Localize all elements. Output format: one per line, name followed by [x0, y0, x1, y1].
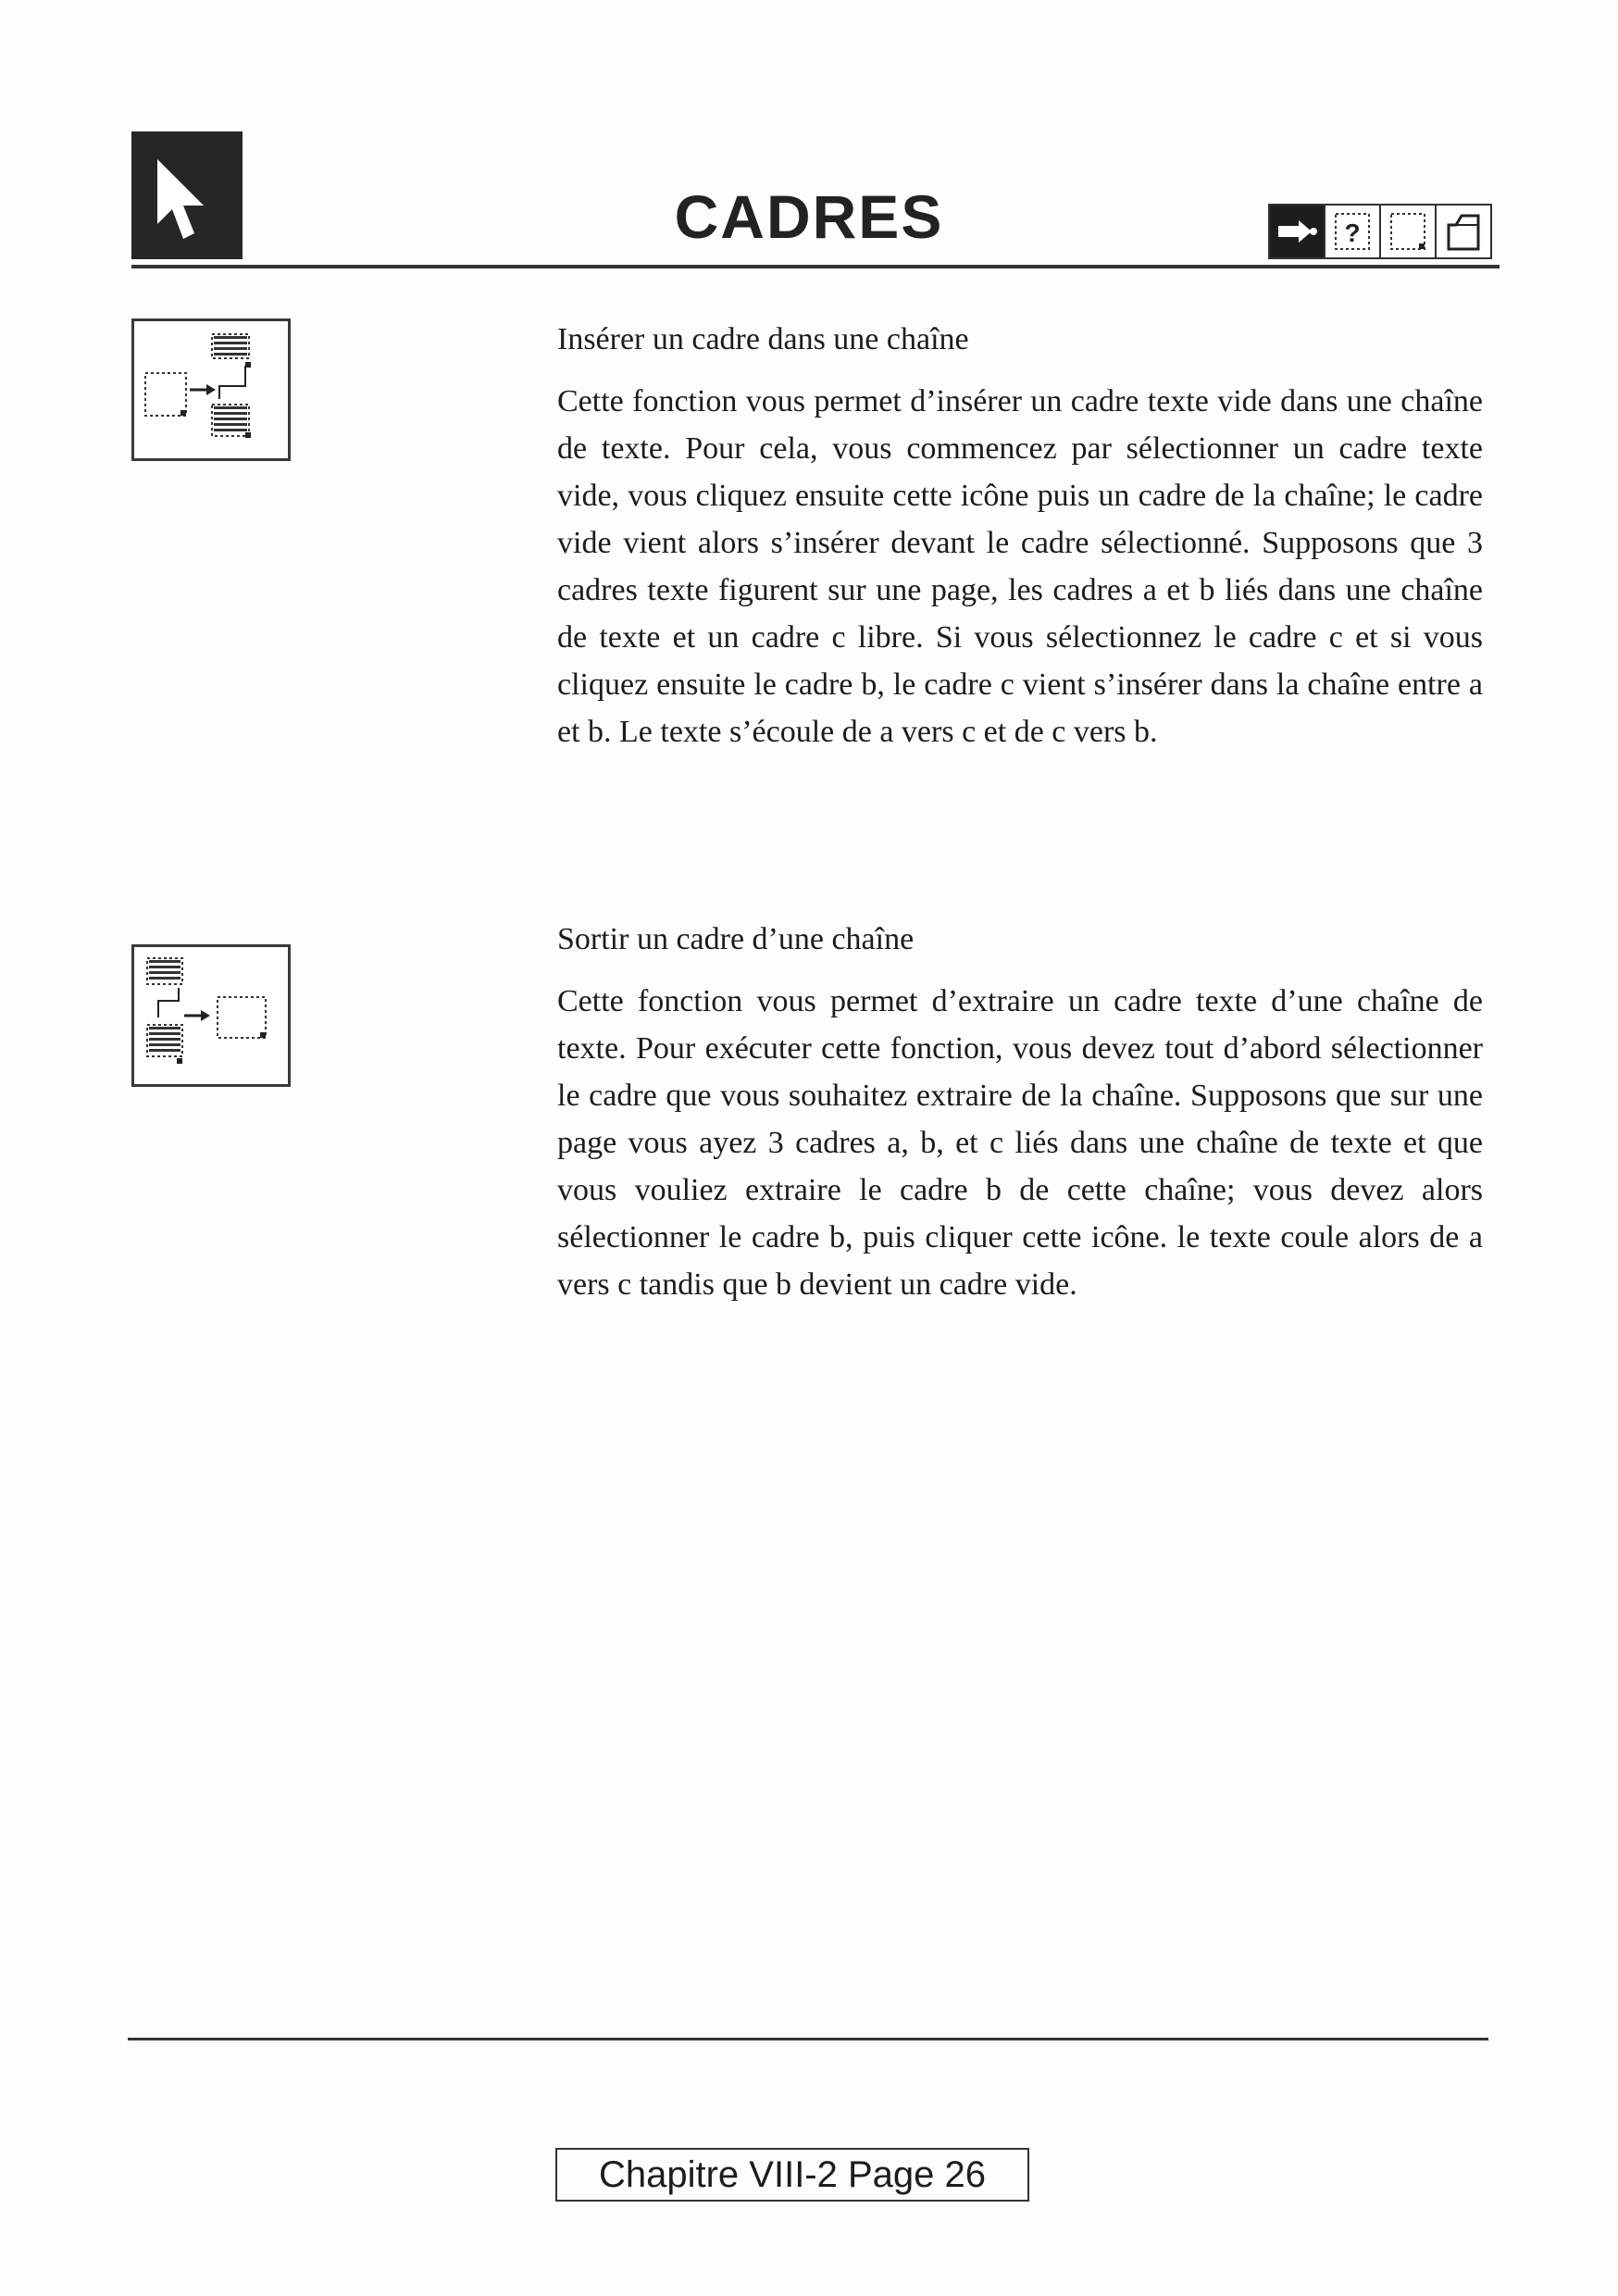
page-title: CADRES — [674, 182, 944, 251]
toolbar — [1270, 204, 1492, 259]
page-number-label: Chapitre VIII-2 Page 26 — [555, 2148, 1029, 2202]
section-heading: Sortir un cadre d’une chaîne — [557, 922, 915, 956]
section-body: Cette fonction vous permet d’extraire un cadre texte d’une chaîne de texte. Pour exécuter cette fonction, vous devez tout d’abord sélectionner le cadre que vous souhaitez extraire de la chaîne. Supposons que sur une page vous ayez 3 cadres a, b, et c liés dans une chaîne de texte et que vous vouliez extraire le cadre b de cette chaîne; vous devez alors sélectionner le cadre b, puis cliquer cette icône. le texte coule alors de a vers c tandis que b devient un cadre vide. — [557, 984, 1483, 1302]
insert-frame-in-chain-icon — [131, 318, 291, 461]
help-icon[interactable] — [1324, 204, 1381, 259]
section-heading: Insérer un cadre dans une chaîne — [557, 322, 969, 356]
footer-rule — [128, 2038, 1488, 2040]
header-rule — [131, 265, 1500, 268]
frame-tab-icon[interactable] — [1435, 204, 1492, 259]
section-remove-frame — [557, 917, 1483, 1308]
section-insert-frame — [557, 317, 1483, 755]
link-frames-icon[interactable] — [1268, 204, 1326, 259]
svg-text:?: ? — [1344, 218, 1361, 247]
empty-frame-icon[interactable] — [1379, 204, 1437, 259]
section-body: Cette fonction vous permet d’insérer un cadre texte vide dans une chaîne de texte. Pour cela, vous commencez par sélectionner un cadre texte vide, vous cliquez ensuite cette icône puis un cadre de la chaîne; le cadre vide vient alors s’insérer devant le cadre sélectionné. Supposons que 3 cadres texte figurent sur une page, les cadres a et b liés dans une chaîne de texte et un cadre c libre. Si vous sélectionnez le cadre c et si vous cliquez ensuite le cadre b, le cadre c vient s’insérer dans la chaîne entre a et b. Le texte s’écoule de a vers c et de c vers b. — [557, 384, 1483, 749]
remove-frame-from-chain-icon — [131, 944, 291, 1087]
